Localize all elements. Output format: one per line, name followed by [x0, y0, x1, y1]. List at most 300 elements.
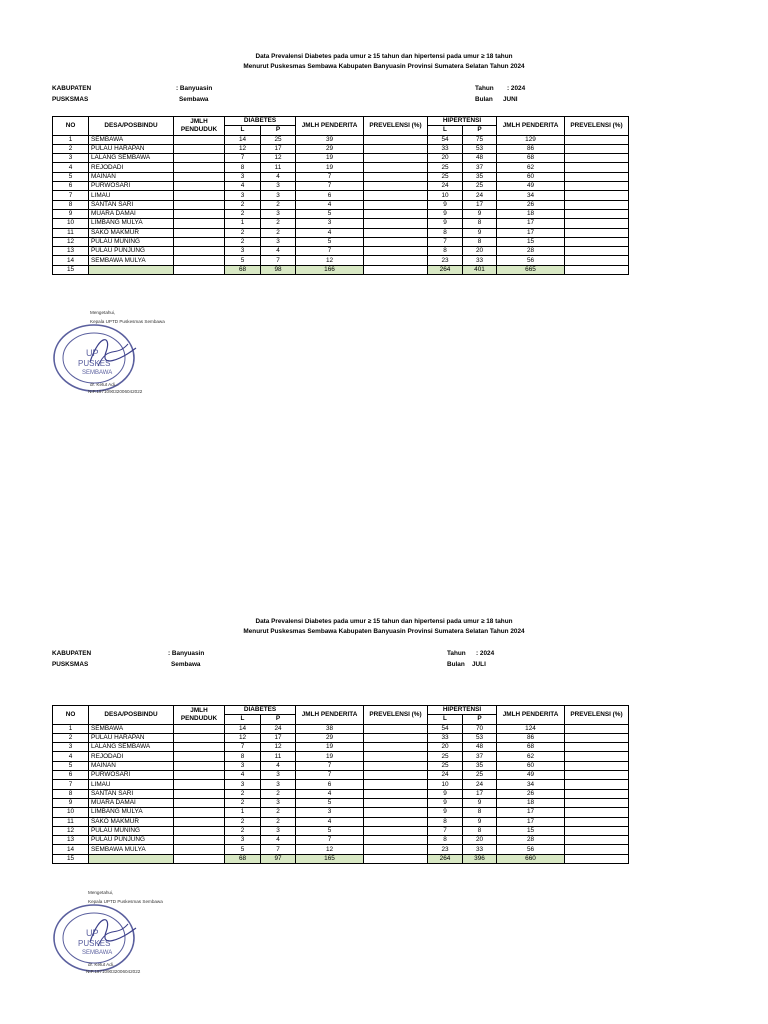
cell-dp: 4: [261, 836, 296, 845]
cell-empty: [174, 247, 225, 256]
cell-hp: 20: [463, 247, 497, 256]
total-dp: 98: [261, 265, 296, 274]
cell-hp: 24: [463, 780, 497, 789]
cell-empty: [565, 219, 629, 228]
cell-hl: 20: [428, 154, 463, 163]
cell-hp: 8: [463, 826, 497, 835]
cell-empty: [174, 761, 225, 770]
header-diabetes: DIABETES: [225, 706, 296, 715]
svg-text:UP: UP: [86, 348, 99, 358]
cell-desa: PURWOSARI: [89, 182, 174, 191]
cell-dj: 19: [296, 743, 364, 752]
cell-empty: [565, 789, 629, 798]
cell-empty: [565, 771, 629, 780]
cell-no: 3: [53, 743, 89, 752]
cell-dp: 17: [261, 733, 296, 742]
cell-no: 1: [53, 135, 89, 144]
cell-hp: 33: [463, 845, 497, 854]
cell-empty: [565, 209, 629, 218]
cell-dp: 17: [261, 144, 296, 153]
total-empty: [174, 265, 225, 274]
cell-desa: MUARA DAMAI: [89, 798, 174, 807]
cell-dj: 7: [296, 247, 364, 256]
cell-empty: [565, 247, 629, 256]
cell-empty: [174, 836, 225, 845]
cell-hp: 33: [463, 256, 497, 265]
cell-dl: 3: [225, 836, 261, 845]
cell-dp: 3: [261, 209, 296, 218]
table-row: [53, 761, 629, 770]
header-desa: DESA/POSBINDU: [89, 706, 174, 725]
header-hipertensi: HIPERTENSI: [428, 117, 497, 126]
cell-no: 2: [53, 144, 89, 153]
cell-desa: LIMBANG MULYA: [89, 808, 174, 817]
cell-hj: 68: [497, 154, 565, 163]
cell-desa: PULAU MUNING: [89, 826, 174, 835]
cell-dl: 14: [225, 135, 261, 144]
cell-dl: 1: [225, 808, 261, 817]
total-empty: [364, 854, 428, 863]
cell-no: 8: [53, 789, 89, 798]
header-jmlh-penduduk: JMLH PENDUDUK: [174, 706, 225, 725]
cell-empty: [364, 789, 428, 798]
tahun-label: Tahun: [475, 85, 494, 92]
cell-dj: 29: [296, 144, 364, 153]
cell-dp: 2: [261, 789, 296, 798]
cell-dp: 25: [261, 135, 296, 144]
cell-empty: [174, 724, 225, 733]
cell-dl: 3: [225, 191, 261, 200]
cell-dj: 7: [296, 836, 364, 845]
cell-dp: 3: [261, 771, 296, 780]
cell-hj: 26: [497, 789, 565, 798]
cell-dp: 4: [261, 761, 296, 770]
svg-text:SEMBAWA: SEMBAWA: [82, 950, 113, 956]
cell-dj: 3: [296, 808, 364, 817]
cell-dj: 19: [296, 154, 364, 163]
cell-empty: [565, 780, 629, 789]
cell-desa: SEMBAWA: [89, 724, 174, 733]
cell-dj: 7: [296, 771, 364, 780]
puskesmas-value: Sembawa: [179, 96, 209, 103]
cell-no: 13: [53, 247, 89, 256]
cell-hj: 68: [497, 743, 565, 752]
cell-empty: [174, 789, 225, 798]
cell-empty: [174, 163, 225, 172]
table-total-row: [53, 265, 629, 274]
table-row: [53, 200, 629, 209]
cell-empty: [565, 752, 629, 761]
cell-dl: 2: [225, 798, 261, 807]
cell-empty: [565, 228, 629, 237]
table-row: [53, 724, 629, 733]
cell-hp: 24: [463, 191, 497, 200]
cell-empty: [174, 798, 225, 807]
cell-hp: 8: [463, 237, 497, 246]
cell-desa: SAKO MAKMUR: [89, 228, 174, 237]
cell-empty: [364, 845, 428, 854]
cell-dj: 38: [296, 724, 364, 733]
table-row: [53, 182, 629, 191]
cell-dl: 14: [225, 724, 261, 733]
prevalence-table: [52, 116, 629, 275]
cell-hj: 56: [497, 256, 565, 265]
cell-dj: 6: [296, 191, 364, 200]
cell-dp: 2: [261, 219, 296, 228]
cell-hl: 10: [428, 780, 463, 789]
cell-hj: 17: [497, 817, 565, 826]
table-row: [53, 743, 629, 752]
cell-dj: 4: [296, 789, 364, 798]
sign-nip: NIP.197109032006042022: [86, 969, 141, 974]
cell-desa: PULAU MUNING: [89, 237, 174, 246]
cell-no: 8: [53, 200, 89, 209]
table-row: [53, 191, 629, 200]
cell-empty: [565, 191, 629, 200]
cell-empty: [364, 228, 428, 237]
total-dj: 166: [296, 265, 364, 274]
cell-no: 4: [53, 163, 89, 172]
header-diabetes-prevalensi: PREVELENSI (%): [364, 117, 428, 136]
cell-empty: [364, 144, 428, 153]
report-title-line2: Menurut Puskesmas Sembawa Kabupaten Banyuasin Provinsi Sumatera Selatan Tahun 2024: [243, 63, 525, 70]
cell-hl: 9: [428, 209, 463, 218]
cell-no: 5: [53, 761, 89, 770]
cell-no: 6: [53, 771, 89, 780]
cell-hl: 24: [428, 182, 463, 191]
cell-no: 11: [53, 817, 89, 826]
cell-dp: 4: [261, 172, 296, 181]
cell-dj: 5: [296, 237, 364, 246]
cell-hl: 25: [428, 752, 463, 761]
cell-hp: 35: [463, 172, 497, 181]
cell-hl: 23: [428, 256, 463, 265]
cell-empty: [174, 144, 225, 153]
sign-title: Kepala UPTD Puskesmas Sembawa: [90, 319, 165, 324]
cell-hp: 9: [463, 228, 497, 237]
header-hipertensi-penderita: JMLH PENDERITA: [497, 117, 565, 136]
sign-mengetahui: Mengetahui,: [88, 890, 114, 895]
cell-dj: 5: [296, 209, 364, 218]
table-row: [53, 256, 629, 265]
kabupaten-label: KABUPATEN: [52, 650, 92, 657]
cell-desa: MUARA DAMAI: [89, 209, 174, 218]
header-desa: DESA/POSBINDU: [89, 117, 174, 136]
cell-empty: [174, 182, 225, 191]
cell-empty: [174, 209, 225, 218]
cell-hj: 60: [497, 761, 565, 770]
cell-hj: 49: [497, 182, 565, 191]
table-total-row: [53, 854, 629, 863]
cell-no: 10: [53, 219, 89, 228]
table-row: [53, 144, 629, 153]
cell-dp: 3: [261, 826, 296, 835]
cell-hp: 48: [463, 154, 497, 163]
cell-empty: [364, 209, 428, 218]
cell-dl: 5: [225, 845, 261, 854]
cell-hp: 48: [463, 743, 497, 752]
cell-desa: REJODADI: [89, 163, 174, 172]
cell-dl: 12: [225, 144, 261, 153]
cell-empty: [174, 135, 225, 144]
cell-empty: [364, 172, 428, 181]
total-empty: [89, 265, 174, 274]
svg-text:PUSKES: PUSKES: [78, 939, 111, 948]
header-diabetes: DIABETES: [225, 117, 296, 126]
cell-dj: 29: [296, 733, 364, 742]
prevalence-table: [52, 705, 629, 864]
cell-dj: 12: [296, 845, 364, 854]
table-row: [53, 780, 629, 789]
cell-empty: [565, 836, 629, 845]
cell-dl: 8: [225, 752, 261, 761]
cell-hl: 7: [428, 826, 463, 835]
header-diabetes-l: L: [225, 715, 261, 724]
table-row: [53, 247, 629, 256]
cell-no: 2: [53, 733, 89, 742]
cell-empty: [174, 780, 225, 789]
cell-hp: 70: [463, 724, 497, 733]
cell-no: 9: [53, 798, 89, 807]
total-no: 15: [53, 854, 89, 863]
cell-dl: 3: [225, 761, 261, 770]
cell-dp: 3: [261, 191, 296, 200]
cell-dj: 19: [296, 163, 364, 172]
cell-hl: 25: [428, 761, 463, 770]
cell-no: 12: [53, 826, 89, 835]
cell-dp: 12: [261, 154, 296, 163]
cell-desa: SEMBAWA MULYA: [89, 256, 174, 265]
cell-empty: [174, 743, 225, 752]
cell-hp: 17: [463, 789, 497, 798]
header-hipertensi-p: P: [463, 126, 497, 135]
cell-empty: [174, 237, 225, 246]
cell-desa: LIMAU: [89, 780, 174, 789]
cell-no: 6: [53, 182, 89, 191]
cell-empty: [364, 761, 428, 770]
cell-desa: LIMAU: [89, 191, 174, 200]
cell-dp: 3: [261, 182, 296, 191]
cell-empty: [364, 256, 428, 265]
cell-dj: 19: [296, 752, 364, 761]
cell-hj: 26: [497, 200, 565, 209]
header-hipertensi-penderita: JMLH PENDERITA: [497, 706, 565, 725]
cell-hl: 25: [428, 163, 463, 172]
sign-mengetahui: Mengetahui,: [90, 310, 116, 315]
header-no: NO: [53, 706, 89, 725]
cell-empty: [565, 826, 629, 835]
total-hl: 264: [428, 265, 463, 274]
cell-hl: 9: [428, 789, 463, 798]
cell-dj: 3: [296, 219, 364, 228]
table-row: [53, 789, 629, 798]
cell-hl: 54: [428, 724, 463, 733]
cell-dp: 2: [261, 817, 296, 826]
cell-dl: 4: [225, 771, 261, 780]
cell-hp: 37: [463, 163, 497, 172]
cell-empty: [364, 808, 428, 817]
header-hipertensi-prevalensi: PREVELENSI (%): [565, 117, 629, 136]
cell-dl: 4: [225, 182, 261, 191]
cell-desa: LIMBANG MULYA: [89, 219, 174, 228]
cell-dj: 5: [296, 798, 364, 807]
cell-dl: 8: [225, 163, 261, 172]
table-row: [53, 808, 629, 817]
cell-hp: 53: [463, 733, 497, 742]
cell-dp: 3: [261, 780, 296, 789]
header-hipertensi: HIPERTENSI: [428, 706, 497, 715]
cell-no: 4: [53, 752, 89, 761]
cell-no: 10: [53, 808, 89, 817]
table-row: [53, 154, 629, 163]
cell-hl: 33: [428, 144, 463, 153]
table-row: [53, 163, 629, 172]
cell-dj: 4: [296, 228, 364, 237]
cell-hj: 62: [497, 752, 565, 761]
report-title-line1: Data Prevalensi Diabetes pada umur ≥ 15 tahun dan hipertensi pada umur ≥ 18 tahun: [255, 53, 513, 60]
cell-hj: 18: [497, 798, 565, 807]
table-row: [53, 733, 629, 742]
cell-empty: [364, 200, 428, 209]
header-diabetes-p: P: [261, 715, 296, 724]
cell-hp: 53: [463, 144, 497, 153]
cell-hp: 37: [463, 752, 497, 761]
table-row: [53, 237, 629, 246]
cell-hj: 86: [497, 144, 565, 153]
total-empty: [174, 854, 225, 863]
cell-empty: [174, 228, 225, 237]
table-row: [53, 135, 629, 144]
table-row: [53, 836, 629, 845]
cell-dp: 4: [261, 247, 296, 256]
cell-empty: [565, 135, 629, 144]
kabupaten-value: : Banyuasin: [168, 650, 205, 657]
cell-dj: 4: [296, 817, 364, 826]
cell-dl: 2: [225, 237, 261, 246]
bulan-value: JUNI: [503, 96, 518, 103]
cell-hj: 28: [497, 247, 565, 256]
cell-no: 5: [53, 172, 89, 181]
header-hipertensi-prevalensi: PREVELENSI (%): [565, 706, 629, 725]
cell-hl: 54: [428, 135, 463, 144]
cell-desa: PURWOSARI: [89, 771, 174, 780]
cell-dj: 5: [296, 826, 364, 835]
cell-hl: 23: [428, 845, 463, 854]
bulan-label: Bulan: [447, 661, 465, 668]
cell-dl: 2: [225, 789, 261, 798]
cell-hl: 24: [428, 771, 463, 780]
cell-hp: 75: [463, 135, 497, 144]
cell-no: 7: [53, 191, 89, 200]
table-row: [53, 752, 629, 761]
cell-desa: PULAU PUNJUNG: [89, 247, 174, 256]
cell-hl: 7: [428, 237, 463, 246]
cell-dj: 7: [296, 761, 364, 770]
cell-hp: 25: [463, 771, 497, 780]
cell-hl: 9: [428, 798, 463, 807]
total-dl: 68: [225, 265, 261, 274]
cell-dj: 6: [296, 780, 364, 789]
cell-desa: SANTAN SARI: [89, 200, 174, 209]
cell-hj: 17: [497, 219, 565, 228]
cell-no: 1: [53, 724, 89, 733]
cell-hp: 25: [463, 182, 497, 191]
kabupaten-label: KABUPATEN: [52, 85, 92, 92]
total-empty: [89, 854, 174, 863]
bulan-label: Bulan: [475, 96, 493, 103]
table-row: [53, 209, 629, 218]
cell-empty: [174, 200, 225, 209]
cell-empty: [364, 135, 428, 144]
cell-empty: [565, 163, 629, 172]
header-hipertensi-p: P: [463, 715, 497, 724]
cell-empty: [364, 154, 428, 163]
cell-hl: 25: [428, 172, 463, 181]
cell-empty: [364, 724, 428, 733]
cell-empty: [174, 752, 225, 761]
cell-hj: 60: [497, 172, 565, 181]
cell-empty: [174, 154, 225, 163]
cell-hl: 33: [428, 733, 463, 742]
cell-hl: 9: [428, 200, 463, 209]
cell-empty: [364, 817, 428, 826]
cell-hj: 15: [497, 237, 565, 246]
cell-dl: 7: [225, 743, 261, 752]
cell-empty: [565, 798, 629, 807]
total-hj: 665: [497, 265, 565, 274]
cell-no: 12: [53, 237, 89, 246]
cell-empty: [565, 733, 629, 742]
cell-dj: 7: [296, 182, 364, 191]
cell-empty: [364, 743, 428, 752]
cell-dl: 12: [225, 733, 261, 742]
cell-dj: 12: [296, 256, 364, 265]
total-hp: 396: [463, 854, 497, 863]
cell-dl: 7: [225, 154, 261, 163]
total-dj: 165: [296, 854, 364, 863]
total-dp: 97: [261, 854, 296, 863]
cell-hl: 9: [428, 808, 463, 817]
cell-dp: 7: [261, 845, 296, 854]
cell-hl: 20: [428, 743, 463, 752]
report-title-line1: Data Prevalensi Diabetes pada umur ≥ 15 tahun dan hipertensi pada umur ≥ 18 tahun: [255, 618, 513, 625]
header-jmlh-penduduk: JMLH PENDUDUK: [174, 117, 225, 136]
header-diabetes-prevalensi: PREVELENSI (%): [364, 706, 428, 725]
cell-empty: [565, 154, 629, 163]
cell-hl: 9: [428, 219, 463, 228]
cell-empty: [364, 826, 428, 835]
cell-desa: SANTAN SARI: [89, 789, 174, 798]
sign-title: Kepala UPTD Puskesmas Sembawa: [88, 899, 163, 904]
cell-hp: 20: [463, 836, 497, 845]
tahun-label: Tahun: [447, 650, 466, 657]
cell-dp: 11: [261, 752, 296, 761]
report-title-line2: Menurut Puskesmas Sembawa Kabupaten Banyuasin Provinsi Sumatera Selatan Tahun 2024: [243, 628, 525, 635]
cell-empty: [565, 817, 629, 826]
cell-dp: 7: [261, 256, 296, 265]
total-hj: 660: [497, 854, 565, 863]
cell-no: 14: [53, 845, 89, 854]
total-empty: [364, 265, 428, 274]
cell-empty: [174, 808, 225, 817]
total-hp: 401: [463, 265, 497, 274]
bulan-value: JULI: [472, 661, 486, 668]
cell-no: 9: [53, 209, 89, 218]
table-row: [53, 817, 629, 826]
cell-empty: [174, 256, 225, 265]
svg-text:UP: UP: [86, 928, 99, 938]
cell-empty: [565, 182, 629, 191]
